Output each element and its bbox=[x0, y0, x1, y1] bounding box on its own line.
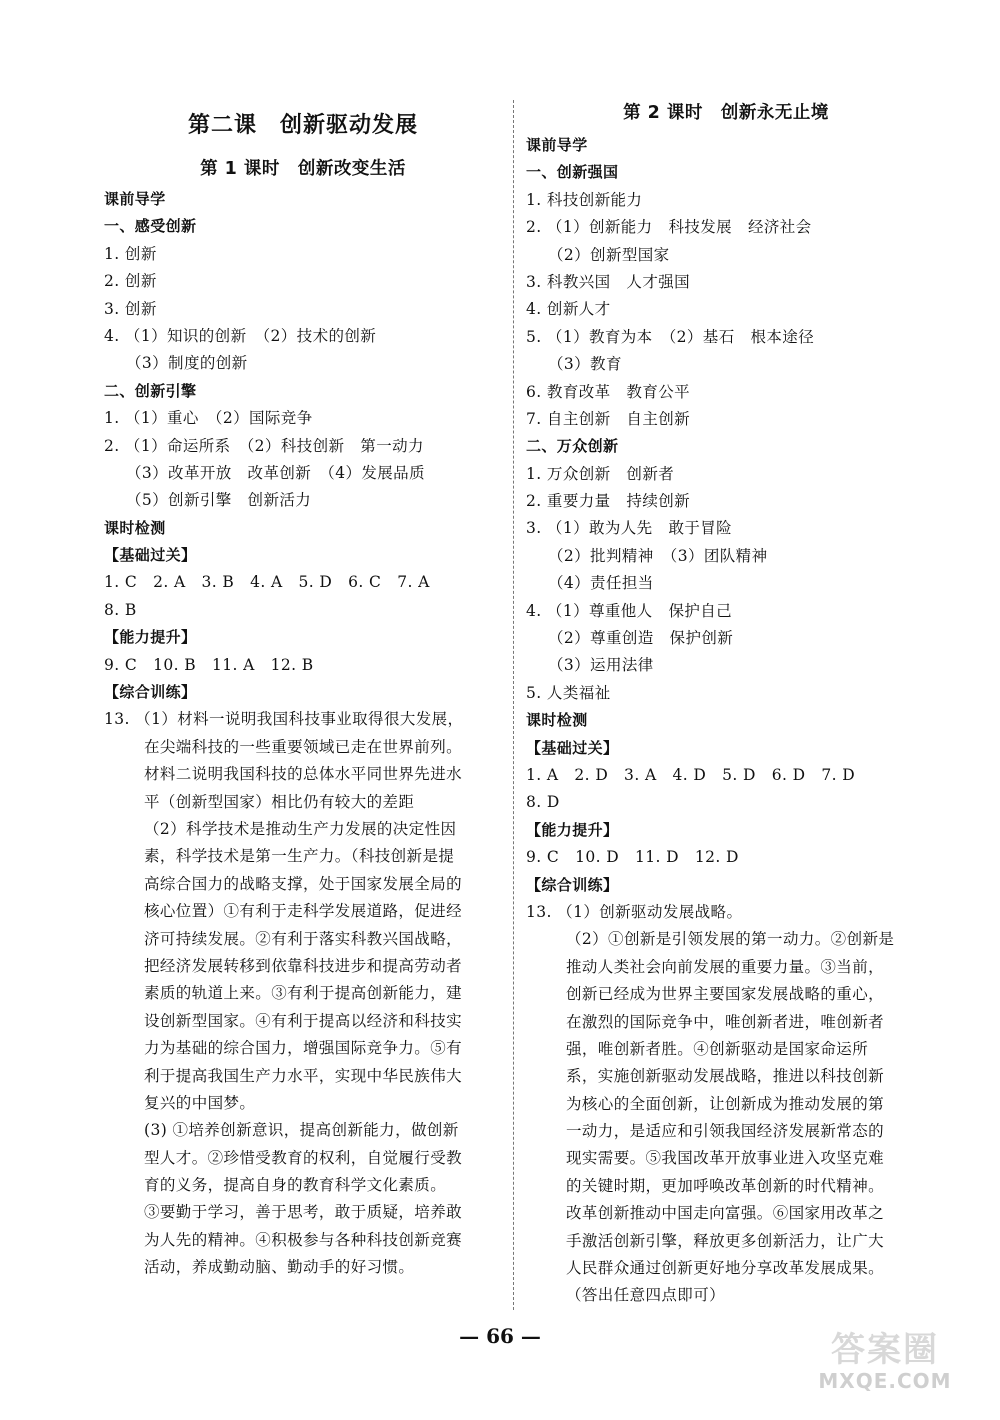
left-line: 材料二说明我国科技的总体水平同世界先进水 bbox=[144, 765, 463, 784]
left-line: 课时检测 bbox=[104, 518, 166, 537]
left-line: 济可持续发展。②有利于落实科教兴国战略， bbox=[144, 929, 463, 948]
watermark-sub: MXQE.COM bbox=[818, 1369, 952, 1393]
left-line: 把经济发展转移到依靠科技进步和提高劳动者 bbox=[144, 956, 463, 975]
left-line: 9. C 10. B 11. A 12. B bbox=[104, 655, 314, 674]
right-line: 6. 教育改革 教育公平 bbox=[526, 382, 691, 401]
left-line: （3）制度的创新 bbox=[126, 354, 248, 373]
right-line: 【能力提升】 bbox=[526, 820, 619, 839]
page-number: — 66 — bbox=[459, 1324, 541, 1348]
right-line: （2）批判精神 （3）团队精神 bbox=[548, 546, 768, 565]
left-line: ③要勤于学习，善于思考，敢于质疑，培养敢 bbox=[144, 1203, 463, 1222]
left-line: 二、创新引擎 bbox=[104, 381, 197, 400]
right-line: 课前导学 bbox=[526, 136, 588, 154]
left-line: 【综合训练】 bbox=[104, 683, 197, 702]
left-line: 复兴的中国梦。 bbox=[144, 1093, 256, 1112]
right-line: 1. 科技创新能力 bbox=[526, 190, 643, 209]
left-line: 一、感受创新 bbox=[104, 217, 197, 236]
right-line: 13. （1）创新驱动发展战略。 bbox=[526, 902, 743, 921]
right-line: 5. 人类福祉 bbox=[526, 683, 611, 702]
right-line: 1. A 2. D 3. A 4. D 5. D 6. D 7. D bbox=[526, 765, 856, 784]
right-line: 9. C 10. D 11. D 12. D bbox=[526, 848, 739, 867]
left-line: （2）科学技术是推动生产力发展的决定性因 bbox=[144, 819, 457, 838]
left-line: 1. C 2. A 3. B 4. A 5. D 6. C 7. A bbox=[104, 573, 430, 592]
left-line: 设创新型国家。④有利于提高以经济和科技实 bbox=[144, 1011, 463, 1030]
right-content bbox=[526, 132, 926, 1310]
right-line: 7. 自主创新 自主创新 bbox=[526, 409, 691, 428]
left-line: 活动，养成勤动脑、勤动手的好习惯。 bbox=[144, 1258, 415, 1277]
right-column bbox=[526, 100, 926, 1310]
left-line: 型人才。②珍惜受教育的权利，自觉履行受教 bbox=[144, 1148, 463, 1167]
lesson-title-2: 第 2 课时 创新永无止境 bbox=[623, 103, 829, 123]
left-line: 育的义务，提高自身的教育科学文化素质。 bbox=[144, 1176, 447, 1195]
right-line: 3. 科教兴国 人才强国 bbox=[526, 272, 691, 291]
right-line: （3）教育 bbox=[548, 355, 622, 374]
left-line: 8. B bbox=[104, 600, 137, 619]
right-line: 人民群众通过创新更好地分享改革发展成果。 bbox=[566, 1259, 885, 1278]
right-line: （答出任意四点即可） bbox=[566, 1286, 726, 1305]
right-line: 4. （1）尊重他人 保护自己 bbox=[526, 601, 733, 620]
left-line: （5）创新引擎 创新活力 bbox=[126, 491, 312, 510]
left-line: 力为基础的综合国力，增强国际竞争力。⑤有 bbox=[144, 1039, 463, 1058]
right-line: （2）①创新是引领发展的第一动力。②创新是 bbox=[566, 930, 895, 949]
left-content bbox=[104, 186, 502, 1282]
left-column bbox=[104, 100, 502, 1282]
right-line: （2）创新型国家 bbox=[548, 245, 670, 264]
left-line: 【能力提升】 bbox=[104, 628, 197, 647]
left-line: 在尖端科技的一些重要领域已走在世界前列。 bbox=[144, 737, 463, 756]
right-line: 1. 万众创新 创新者 bbox=[526, 464, 675, 483]
right-line: 的关键时期，更加呼唤改革创新的时代精神。 bbox=[566, 1176, 885, 1195]
right-line: 【基础过关】 bbox=[526, 738, 619, 757]
right-line: 8. D bbox=[526, 793, 560, 812]
chapter-title: 第二课 创新驱动发展 bbox=[187, 113, 418, 138]
left-line: 核心位置）①有利于走科学发展道路，促进经 bbox=[144, 902, 463, 921]
right-line: （4）责任担当 bbox=[548, 574, 654, 593]
left-line: 2. 创新 bbox=[104, 272, 157, 291]
right-line: 现实需要。⑤我国改革开放事业进入攻坚克难 bbox=[566, 1149, 885, 1168]
right-line: （2）尊重创造 保护创新 bbox=[548, 629, 734, 648]
right-line: 强，唯创新者胜。④创新驱动是国家命运所 bbox=[566, 1039, 869, 1058]
right-line: 为核心的全面创新，让创新成为推动发展的第 bbox=[566, 1094, 885, 1113]
right-line: 创新已经成为世界主要国家发展战略的重心， bbox=[566, 985, 885, 1004]
left-line: 1. （1）重心 （2）国际竞争 bbox=[104, 409, 313, 428]
right-line: 【综合训练】 bbox=[526, 875, 619, 894]
right-line: 一、创新强国 bbox=[526, 163, 619, 182]
right-line: 二、万众创新 bbox=[526, 437, 619, 456]
left-line: （3）改革开放 改革创新 （4）发展品质 bbox=[126, 463, 425, 482]
right-line: 2. （1）创新能力 科技发展 经济社会 bbox=[526, 218, 812, 237]
right-line: 5. （1）教育为本 （2）基石 根本途径 bbox=[526, 327, 815, 346]
left-line: 利于提高我国生产力水平，实现中华民族伟大 bbox=[144, 1066, 463, 1085]
left-line: 2. （1）命运所系 （2）科技创新 第一动力 bbox=[104, 436, 424, 455]
right-line: （3）运用法律 bbox=[548, 656, 654, 675]
right-line: 推动人类社会向前发展的重要力量。③当前， bbox=[566, 957, 885, 976]
right-line: 在激烈的国际竞争中，唯创新者进，唯创新者 bbox=[566, 1012, 885, 1031]
right-line: 改革创新推动中国走向富强。⑥国家用改革之 bbox=[566, 1204, 885, 1223]
left-line: 13. （1）材料一说明我国科技事业取得很大发展， bbox=[104, 710, 464, 729]
left-line: 素质的轨道上来。③有利于提高创新能力，建 bbox=[144, 984, 463, 1003]
lesson-title-1: 第 1 课时 创新改变生活 bbox=[200, 159, 406, 179]
left-line: (3) ①培养创新意识，提高创新能力，做创新 bbox=[144, 1121, 459, 1140]
right-line: 一动力，是适应和引领我国经济发展新常态的 bbox=[566, 1122, 885, 1141]
watermark-main: 答案圈 bbox=[831, 1330, 939, 1370]
left-line: 高综合国力的战略支撑，处于国家发展全局的 bbox=[144, 874, 463, 893]
left-line: 为人先的精神。④积极参与各种科技创新竞赛 bbox=[144, 1230, 463, 1249]
right-line: 2. 重要力量 持续创新 bbox=[526, 492, 691, 511]
right-line: 4. 创新人才 bbox=[526, 300, 611, 319]
right-line: 3. （1）敢为人先 敢于冒险 bbox=[526, 519, 733, 538]
watermark-logo bbox=[810, 1330, 960, 1393]
column-divider bbox=[513, 100, 514, 1310]
left-line: 课前导学 bbox=[104, 190, 166, 208]
left-line: 【基础过关】 bbox=[104, 546, 197, 565]
right-line: 系，实施创新驱动发展战略，推进以科技创新 bbox=[566, 1067, 885, 1086]
right-line: 手激活创新引擎，释放更多创新活力，让广大 bbox=[566, 1231, 885, 1250]
left-line: 3. 创新 bbox=[104, 299, 157, 318]
left-line: 4. （1）知识的创新 （2）技术的创新 bbox=[104, 326, 377, 345]
left-line: 平（创新型国家）相比仍有较大的差距 bbox=[144, 792, 415, 811]
right-line: 课时检测 bbox=[526, 711, 588, 730]
left-line: 素，科学技术是第一生产力。（科技创新是提 bbox=[144, 847, 455, 866]
left-line: 1. 创新 bbox=[104, 244, 157, 263]
